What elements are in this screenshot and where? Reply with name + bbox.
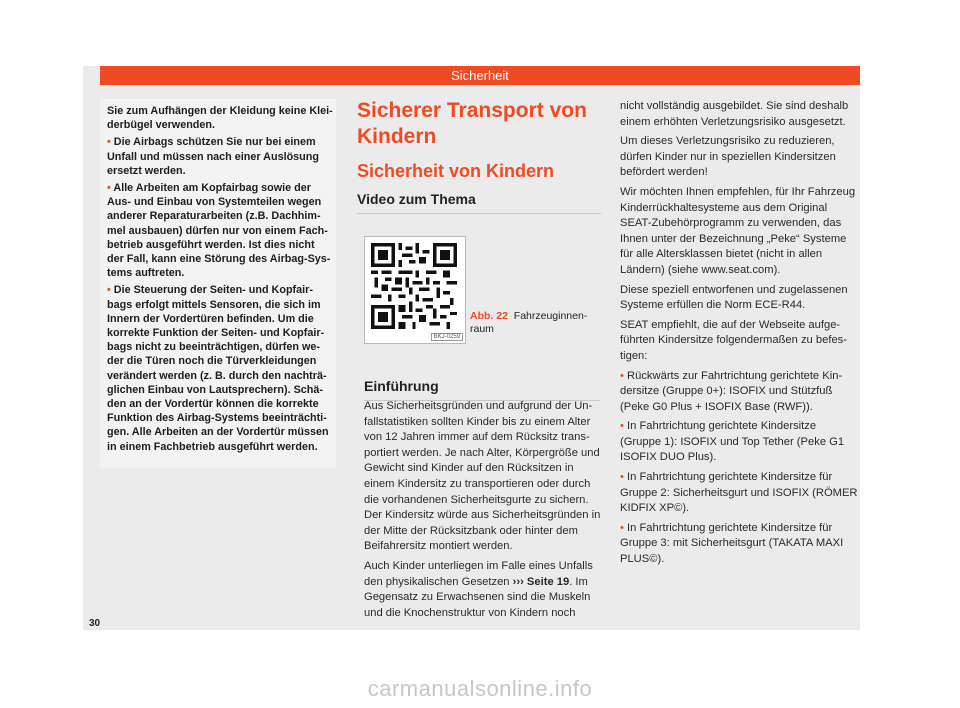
divider (357, 213, 601, 214)
figure-code: BKJ-0259 (431, 333, 463, 341)
bullet-icon: • (107, 284, 111, 297)
warning-paragraph: • Die Airbags schützen Sie nur bei einem Unfall und müssen nach einer Auslösung ersetzt werden. (107, 136, 319, 177)
qr-code-icon (371, 243, 457, 329)
intro-heading: Einführung (364, 378, 439, 394)
paragraph: Aus Sicherheitsgründen und aufgrund der Unfallstatistiken sollten Kinder bis zu einem Alter von 12 Jahren immer auf dem Rücksitz transportiert werden. Je nach Alter, Körpergröße und Gewicht sind Kinder auf den Rücksitzen in einem Kindersitz zu transportieren oder durch die vorhandenen Sicherheitsgurte zu sichern. Der Kindersitz würde aus Sicherheitsgründen in der Mitte der Rücksitzbank oder hinter dem Beifahrersitz montiert werden. (364, 400, 601, 553)
list-item: • Rückwärts zur Fahrtrichtung gerichtete Kindersitze (Gruppe 0+): ISOFIX und Stützfuß (Peke G0 Plus + ISOFIX Base (RWF)). (620, 369, 843, 413)
page-number: 30 (89, 618, 101, 629)
list-item: • In Fahrtrichtung gerichtete Kindersitze für Gruppe 3: mit Sicherheitsgurt (TAKATA MAXI PLUS©). (620, 521, 844, 566)
bullet-icon: • (107, 136, 111, 149)
paragraph: Diese speziell entworfenen und zugelassenen Systeme erfüllen die Norm ECE-R44. (620, 283, 848, 312)
bullet-icon: • (620, 521, 624, 534)
figure-label: Abb. 22 (470, 310, 508, 322)
paragraph: nicht vollständig ausgebildet. Sie sind deshalb einem erhöhten Verletzungsrisiko ausgesetzt. (620, 100, 849, 128)
paragraph: Wir möchten Ihnen empfehlen, für Ihr Fahrzeug Kinderrückhaltesysteme aus dem Original SEAT-Zubehörprogramm zu verwenden, das Ihnen unter der Bezeichnung „Peke“ Systeme für alle Altersklassen bietet (nicht in allen Ländern) (siehe www.seat.com). (620, 185, 856, 276)
bullet-icon: • (107, 182, 111, 195)
qr-code-frame[interactable] (364, 236, 466, 344)
paragraph: SEAT empfiehlt, die auf der Webseite aufgeführten Kindersitze folgendermaßen zu befestigen: (620, 318, 847, 362)
section-subtitle: Sicherheit von Kindern (357, 161, 555, 181)
bullet-icon: • (620, 471, 624, 484)
warning-paragraph: • Die Steuerung der Seiten- und Kopfairbags erfolgt mittels Sensoren, die sich im Innern der Vordertüren befinden. Um die korrekte Funktion der Seiten- und Kopfairbags nicht zu beeinträchtigen, dürfen weder die Türen noch die Türverkleidungen verändert werden (z. B. durch den nachträglichen Einbau von Lautsprechern). Schäden an der Vordertür können die korrekte Funktion des Airbag-Systems beeinträchtigen. Alle Arbeiten an der Vordertür müssen in einem Fachbetrieb ausgeführt werden. (107, 284, 329, 453)
section-title: Sicherer Transport von Kindern (357, 99, 587, 148)
warning-text (107, 104, 333, 457)
intro-text (364, 399, 602, 625)
bullet-icon: • (620, 369, 624, 382)
section-heading-block (357, 98, 601, 214)
page-reference-link[interactable]: ››› Seite 19 (512, 575, 570, 588)
list-item: • In Fahrtrichtung gerichtete Kindersitze (Gruppe 1): ISOFIX und Top Tether (Peke G1 ISOFIX DUO Plus). (620, 420, 845, 464)
intro-heading-block (364, 369, 600, 401)
paragraph: Auch Kinder unterliegen im Falle eines Unfalls den physikalischen Gesetzen ››› Seite 19. Im Gegensatz zu Erwachsenen sind die Muskeln und die Knochenstruktur von Kindern noch (364, 559, 593, 619)
warning-paragraph: Sie zum Aufhängen der Kleidung keine Kleiderbügel verwenden. (107, 105, 333, 132)
video-heading: Video zum Thema (357, 191, 476, 207)
section-header: Sicherheit (100, 66, 860, 85)
list-item: • In Fahrtrichtung gerichtete Kindersitze für Gruppe 2: Sicherheitsgurt und ISOFIX (RÖMER KIDFIX XP©). (620, 471, 858, 515)
figure-caption: Abb. 22 Fahrzeuginnenraum (470, 310, 588, 335)
bullet-icon: • (620, 420, 624, 433)
paragraph: Um dieses Verletzungsrisiko zu reduzieren, dürfen Kinder nur in speziellen Kindersitzen befördert werden! (620, 135, 836, 179)
watermark: carmanualsonline.info (367, 676, 593, 701)
figure-22 (364, 236, 600, 346)
warning-paragraph: • Alle Arbeiten am Kopfairbag sowie der Aus- und Einbau von Systemteilen wegen anderer Reparaturarbeiten (z.B. Dachhimmel ausbauen) dürfen nur von einem Fachbetrieb ausgeführt werden. Ist dies nicht der Fall, kann eine Störung des Airbag-Systems auftreten. (107, 182, 331, 280)
column-3-text (620, 99, 860, 572)
